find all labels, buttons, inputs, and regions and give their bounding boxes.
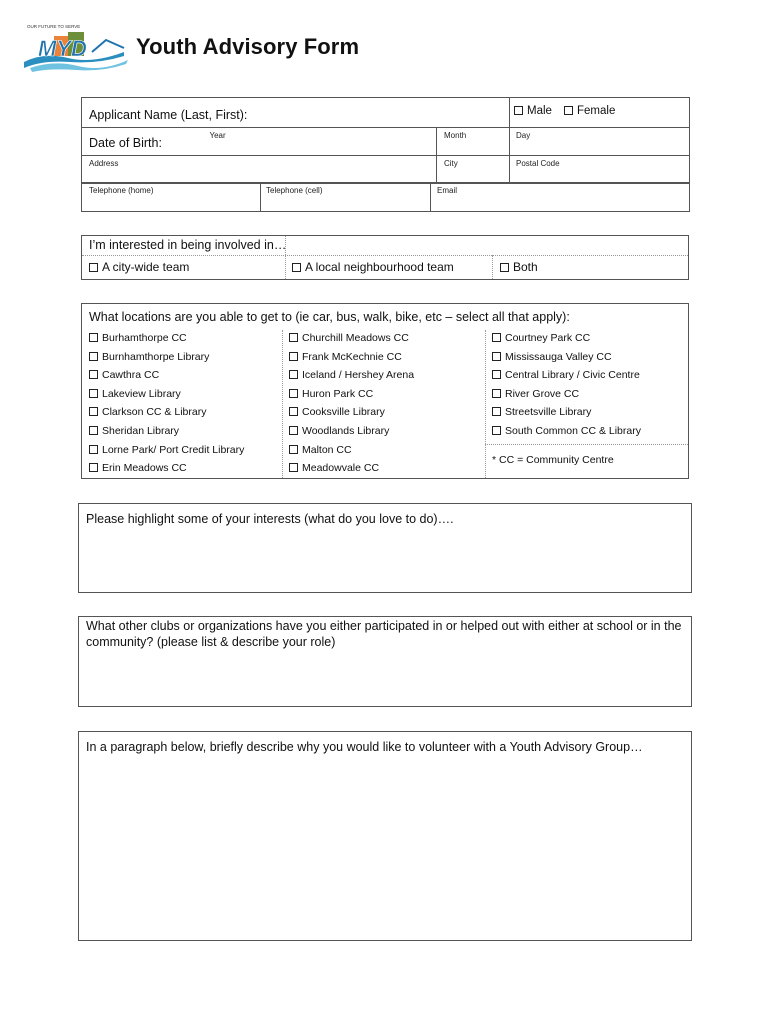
month-field[interactable] [437,128,510,156]
cc-footnote: * CC = Community Centre [492,454,614,466]
location-checkbox[interactable] [492,426,501,435]
male-checkbox[interactable] [514,106,523,115]
location-label: Streetsville Library [505,406,592,419]
location-checkbox[interactable] [289,407,298,416]
paragraph-prompt: In a paragraph below, briefly describe why you would like to volunteer with a Youth Advisory Group… [86,740,643,754]
location-label: River Grove CC [505,387,580,400]
location-option[interactable] [492,351,612,363]
both-label: Both [513,260,538,274]
day-label: Day [516,131,531,140]
tel-cell-field[interactable] [260,183,431,211]
location-checkbox[interactable] [89,352,98,361]
locations-question: What locations are you able to get to (ie car, bus, walk, bike, etc – select all that apply): [89,310,570,324]
location-checkbox[interactable] [492,407,501,416]
location-option[interactable] [89,351,209,363]
city-wide-label: A city-wide team [102,260,190,274]
address-field[interactable] [82,156,437,184]
location-option[interactable] [289,332,409,344]
location-option[interactable] [289,425,389,437]
city-wide-checkbox[interactable] [89,263,98,272]
location-label: Lorne Park/ Port Credit Library [102,443,245,456]
location-option[interactable] [89,332,187,344]
tel-cell-label: Telephone (cell) [266,186,323,195]
month-label: Month [444,131,467,140]
postal-label: Postal Code [516,159,560,168]
applicant-name-label: Applicant Name (Last, First): [89,108,248,122]
involvement-question: I’m interested in being involved in… [89,238,287,252]
location-label: Frank McKechnie CC [302,350,402,363]
location-label: Central Library / Civic Centre [505,369,640,382]
paragraph-box[interactable] [78,731,692,941]
location-label: Lakeview Library [102,387,181,400]
location-checkbox[interactable] [89,389,98,398]
location-checkbox[interactable] [89,426,98,435]
dob-label: Date of Birth: [89,136,162,150]
location-checkbox[interactable] [492,333,501,342]
location-checkbox[interactable] [89,407,98,416]
clubs-box[interactable] [78,616,692,707]
email-field[interactable] [430,183,689,211]
location-option[interactable] [289,388,373,400]
location-checkbox[interactable] [89,463,98,472]
location-label: Mississauga Valley CC [505,350,612,363]
location-checkbox[interactable] [492,389,501,398]
location-option[interactable] [289,444,352,456]
location-checkbox[interactable] [289,333,298,342]
location-option[interactable] [89,444,244,456]
location-checkbox[interactable] [289,463,298,472]
location-checkbox[interactable] [492,352,501,361]
female-checkbox[interactable] [564,106,573,115]
location-label: Malton CC [302,443,352,456]
postal-field[interactable] [510,156,690,184]
interests-prompt: Please highlight some of your interests (what do you love to do)…. [86,512,454,526]
male-label: Male [527,105,552,117]
location-option[interactable] [89,388,181,400]
tel-home-label: Telephone (home) [89,186,154,195]
location-label: Cawthra CC [102,369,160,382]
location-label: Churchill Meadows CC [302,332,409,344]
page-title: Youth Advisory Form [136,34,360,59]
location-option[interactable] [492,406,591,418]
year-field[interactable] [200,128,437,156]
location-checkbox[interactable] [89,445,98,454]
location-checkbox[interactable] [492,370,501,379]
location-checkbox[interactable] [289,370,298,379]
location-option[interactable] [89,406,206,418]
location-checkbox[interactable] [289,352,298,361]
phone-row [81,182,690,212]
location-label: Iceland / Hershey Arena [302,369,415,382]
city-field[interactable] [437,156,510,184]
logo-tagline: OUR FUTURE TO SERVE [27,24,81,29]
day-field[interactable] [510,128,690,156]
male-option[interactable] [514,105,552,117]
location-checkbox[interactable] [89,370,98,379]
city-label: City [444,159,458,168]
location-label: Courtney Park CC [505,332,591,344]
logo-wordmark: MYD [38,36,87,61]
local-team-label: A local neighbourhood team [305,260,454,274]
option-both[interactable] [500,260,538,274]
location-label: Clarkson CC & Library [102,406,207,419]
interests-box[interactable] [78,503,692,593]
clubs-prompt: What other clubs or organizations have you either participated in or helped out with either at school or in the community? (please list & describe your role) [86,619,682,649]
location-option[interactable] [289,351,402,363]
female-label: Female [577,105,616,117]
location-option[interactable] [89,425,179,437]
location-label: Huron Park CC [302,387,374,400]
location-label: Meadowvale CC [302,462,380,475]
female-option[interactable] [564,105,615,117]
location-checkbox[interactable] [89,333,98,342]
local-team-checkbox[interactable] [292,263,301,272]
location-label: Sheridan Library [102,425,180,437]
both-checkbox[interactable] [500,263,509,272]
location-label: Burhamthorpe CC [102,332,187,344]
year-label: Year [209,131,226,140]
location-label: Erin Meadows CC [102,462,187,475]
email-label: Email [437,186,458,195]
location-label: Cooksville Library [302,406,385,419]
location-option[interactable] [492,388,579,400]
option-city-wide[interactable] [89,260,189,274]
dob-label-cell [82,128,200,156]
location-label: South Common CC & Library [505,425,641,437]
location-label: Burnhamthorpe Library [102,350,210,363]
address-label: Address [89,159,119,168]
location-option[interactable] [89,369,159,381]
involvement-box [81,235,689,280]
location-checkbox[interactable] [289,426,298,435]
location-option[interactable] [492,425,641,437]
location-checkbox[interactable] [289,389,298,398]
location-label: Woodlands Library [302,425,390,437]
tel-home-field[interactable] [82,183,261,211]
locations-box [81,303,689,479]
location-option[interactable] [289,406,385,418]
location-option[interactable] [289,462,379,474]
myd-logo [24,22,128,74]
location-option[interactable] [492,332,590,344]
location-checkbox[interactable] [289,445,298,454]
applicant-info-table [81,97,690,184]
applicant-name-field[interactable] [82,98,510,128]
location-option[interactable] [89,462,187,474]
location-option[interactable] [289,369,414,381]
option-local-team[interactable] [292,260,454,274]
location-option[interactable] [492,369,640,381]
gender-cell [510,98,690,128]
